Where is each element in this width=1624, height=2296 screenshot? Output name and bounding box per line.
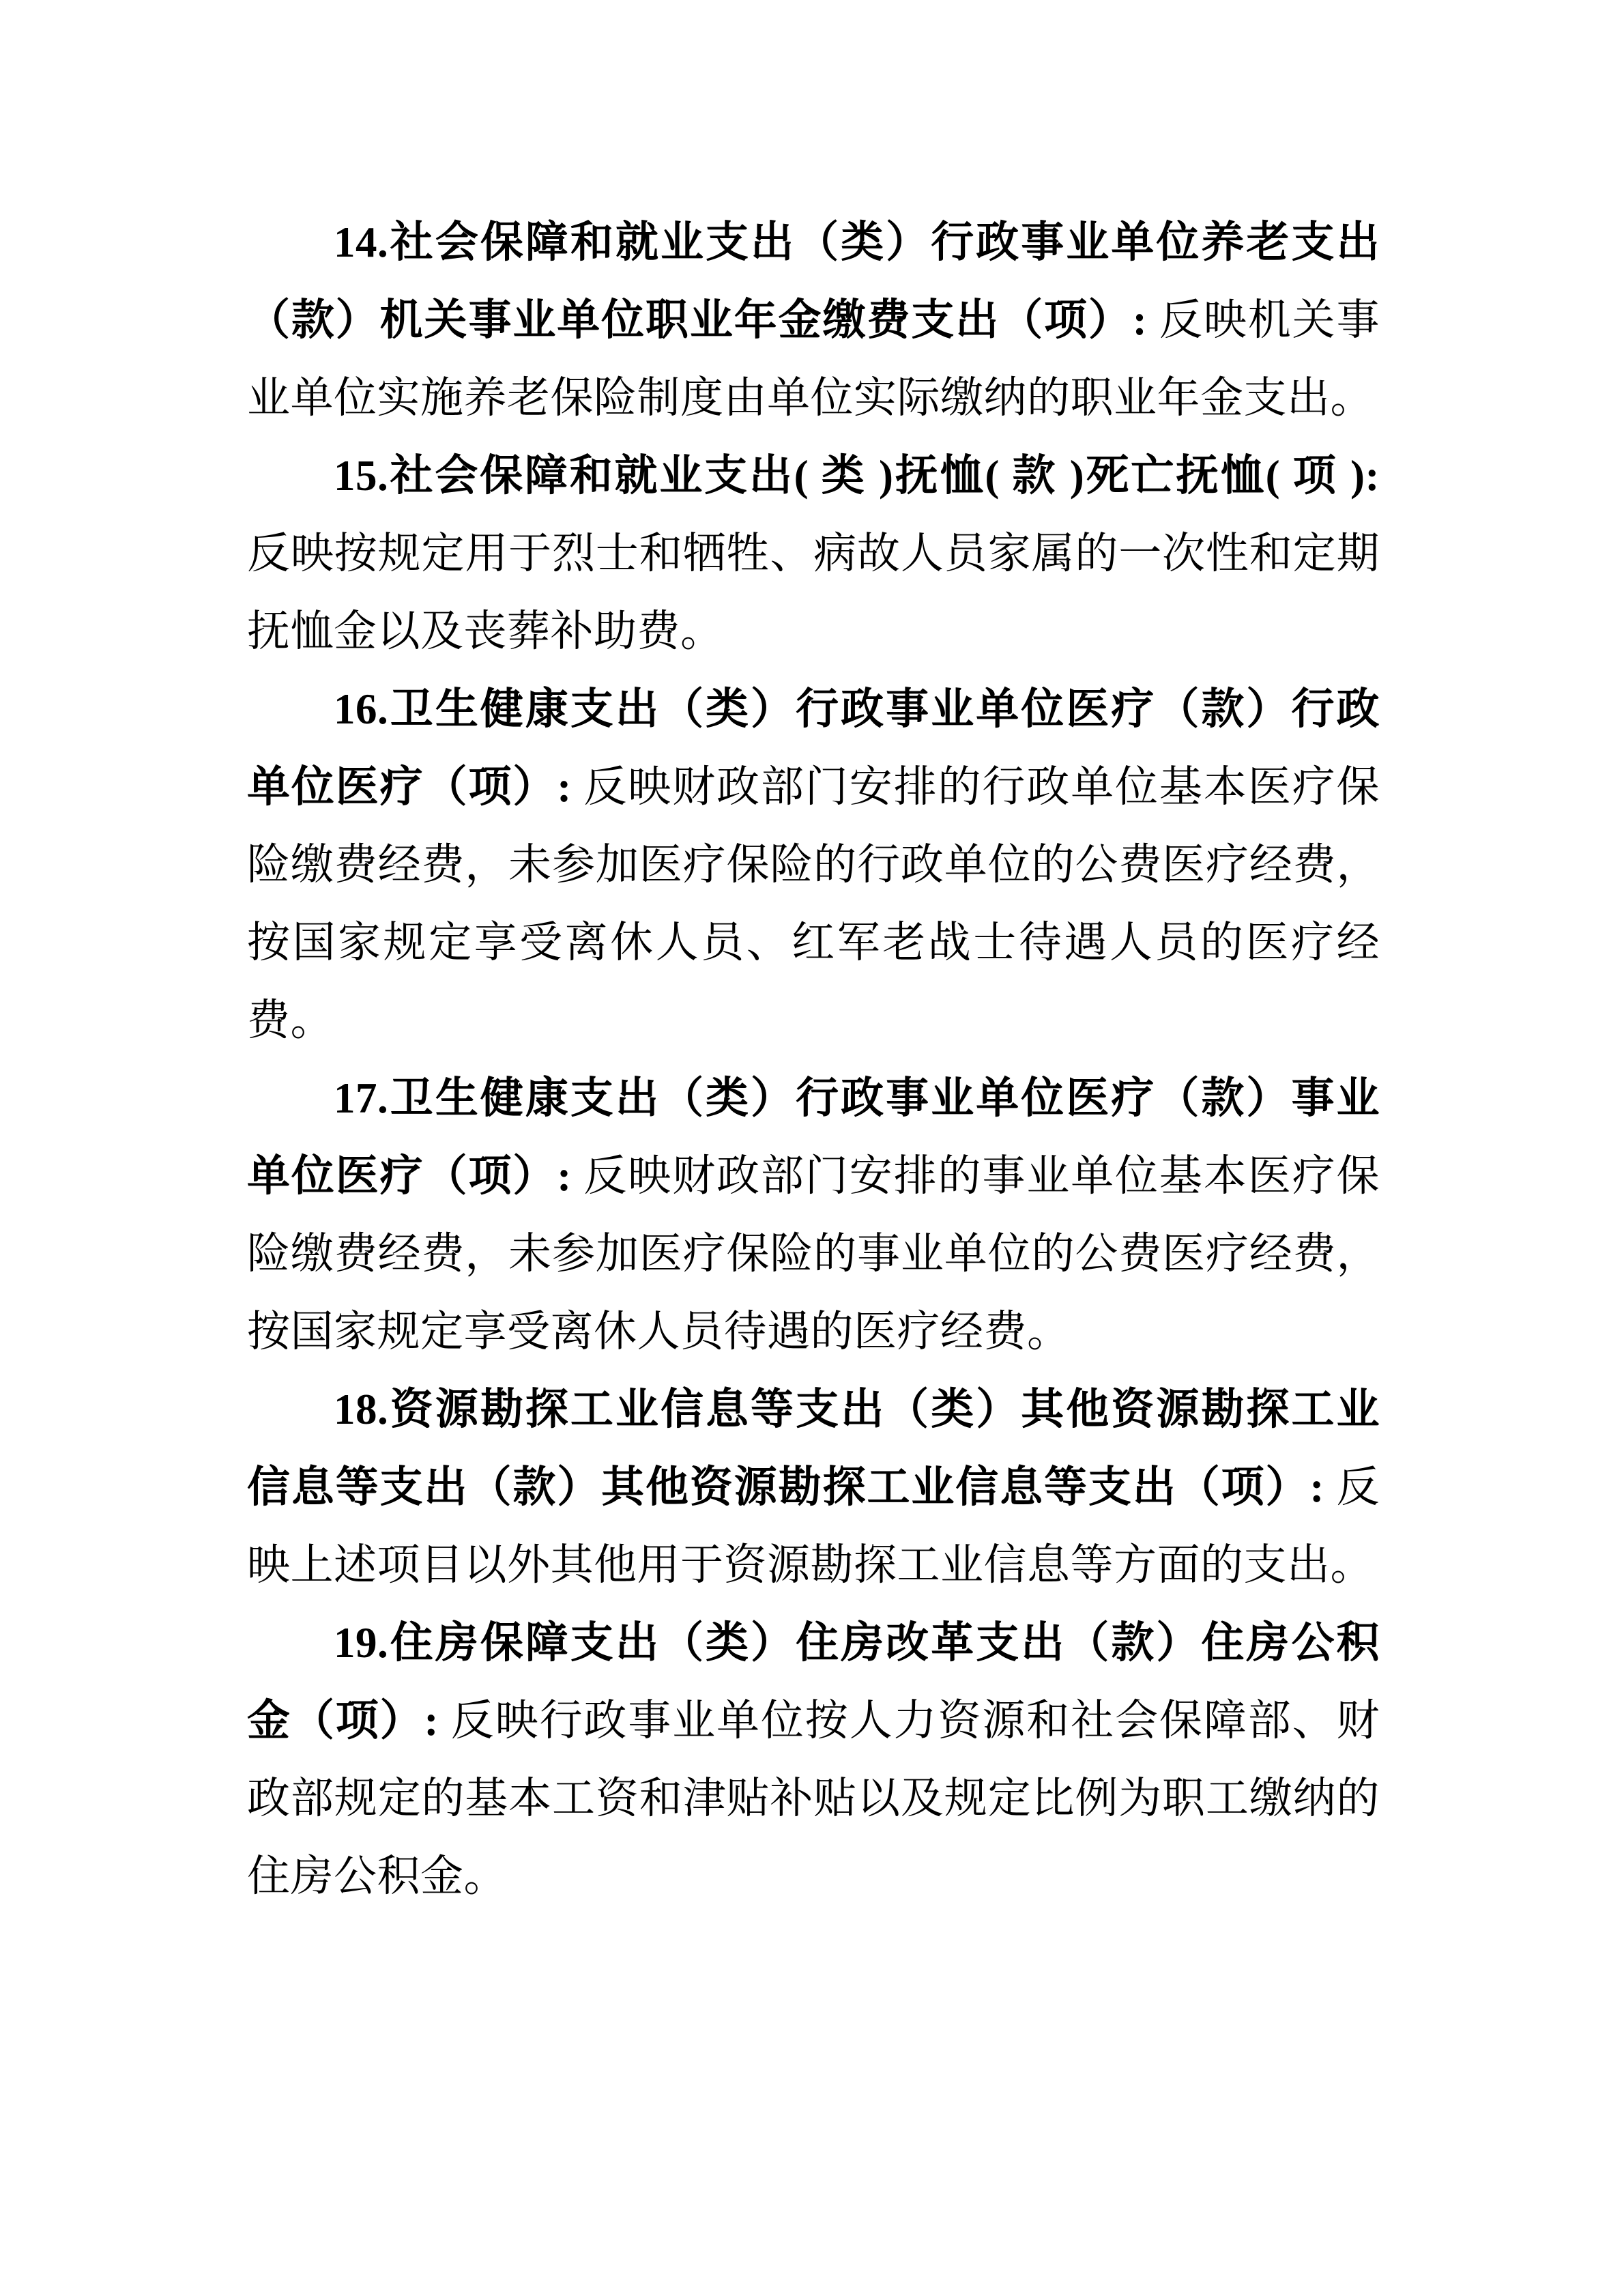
paragraph-16-heading: 16.卫生健康支出（类）行政事业单位医疗（款）行政单位医疗（项）:	[247, 685, 1380, 811]
paragraph-14-heading: 14.社会保障和就业支出（类）行政事业单位养老支出（款）机关事业单位职业年金缴费支出（项）:	[247, 218, 1380, 344]
paragraph-item-14	[247, 203, 1380, 437]
document-text-block	[247, 203, 1380, 1915]
paragraph-18-body: 反映上述项目以外其他用于资源勘探工业信息等方面的支出。	[247, 1463, 1380, 1589]
paragraph-19-body: 反映行政事业单位按人力资源和社会保障部、财政部规定的基本工资和津贴补贴以及规定比例为职工缴纳的住房公积金。	[247, 1697, 1380, 1900]
paragraph-16-body: 反映财政部门安排的行政单位基本医疗保险缴费经费，未参加医疗保险的行政单位的公费医疗经费，按国家规定享受离休人员、红军老战士待遇人员的医疗经费。	[247, 763, 1380, 1044]
paragraph-17-heading: 17.卫生健康支出（类）行政事业单位医疗（款）事业单位医疗（项）:	[247, 1074, 1380, 1200]
paragraph-item-17	[247, 1059, 1380, 1371]
paragraph-17-body: 反映财政部门安排的事业单位基本医疗保险缴费经费，未参加医疗保险的事业单位的公费医疗经费，按国家规定享受离休人员待遇的医疗经费。	[247, 1152, 1380, 1355]
paragraph-15-body: 反映按规定用于烈士和牺牲、病故人员家属的一次性和定期抚恤金以及丧葬补助费。	[247, 530, 1380, 655]
paragraph-item-18	[247, 1371, 1380, 1604]
paragraph-15-heading: 15.社会保障和就业支出( 类 )抚恤( 款 )死亡抚恤( 项 ):	[334, 452, 1380, 500]
paragraph-18-heading: 18.资源勘探工业信息等支出（类）其他资源勘探工业信息等支出（款）其他资源勘探工业信息等支出（项）:	[247, 1386, 1380, 1511]
paragraph-item-16	[247, 670, 1380, 1059]
paragraph-item-19	[247, 1604, 1380, 1915]
paragraph-19-heading: 19.住房保障支出（类）住房改革支出（款）住房公积金（项）:	[247, 1619, 1380, 1745]
paragraph-item-15	[247, 437, 1380, 670]
paragraph-14-body: 反映机关事业单位实施养老保险制度由单位实际缴纳的职业年金支出。	[247, 296, 1380, 422]
